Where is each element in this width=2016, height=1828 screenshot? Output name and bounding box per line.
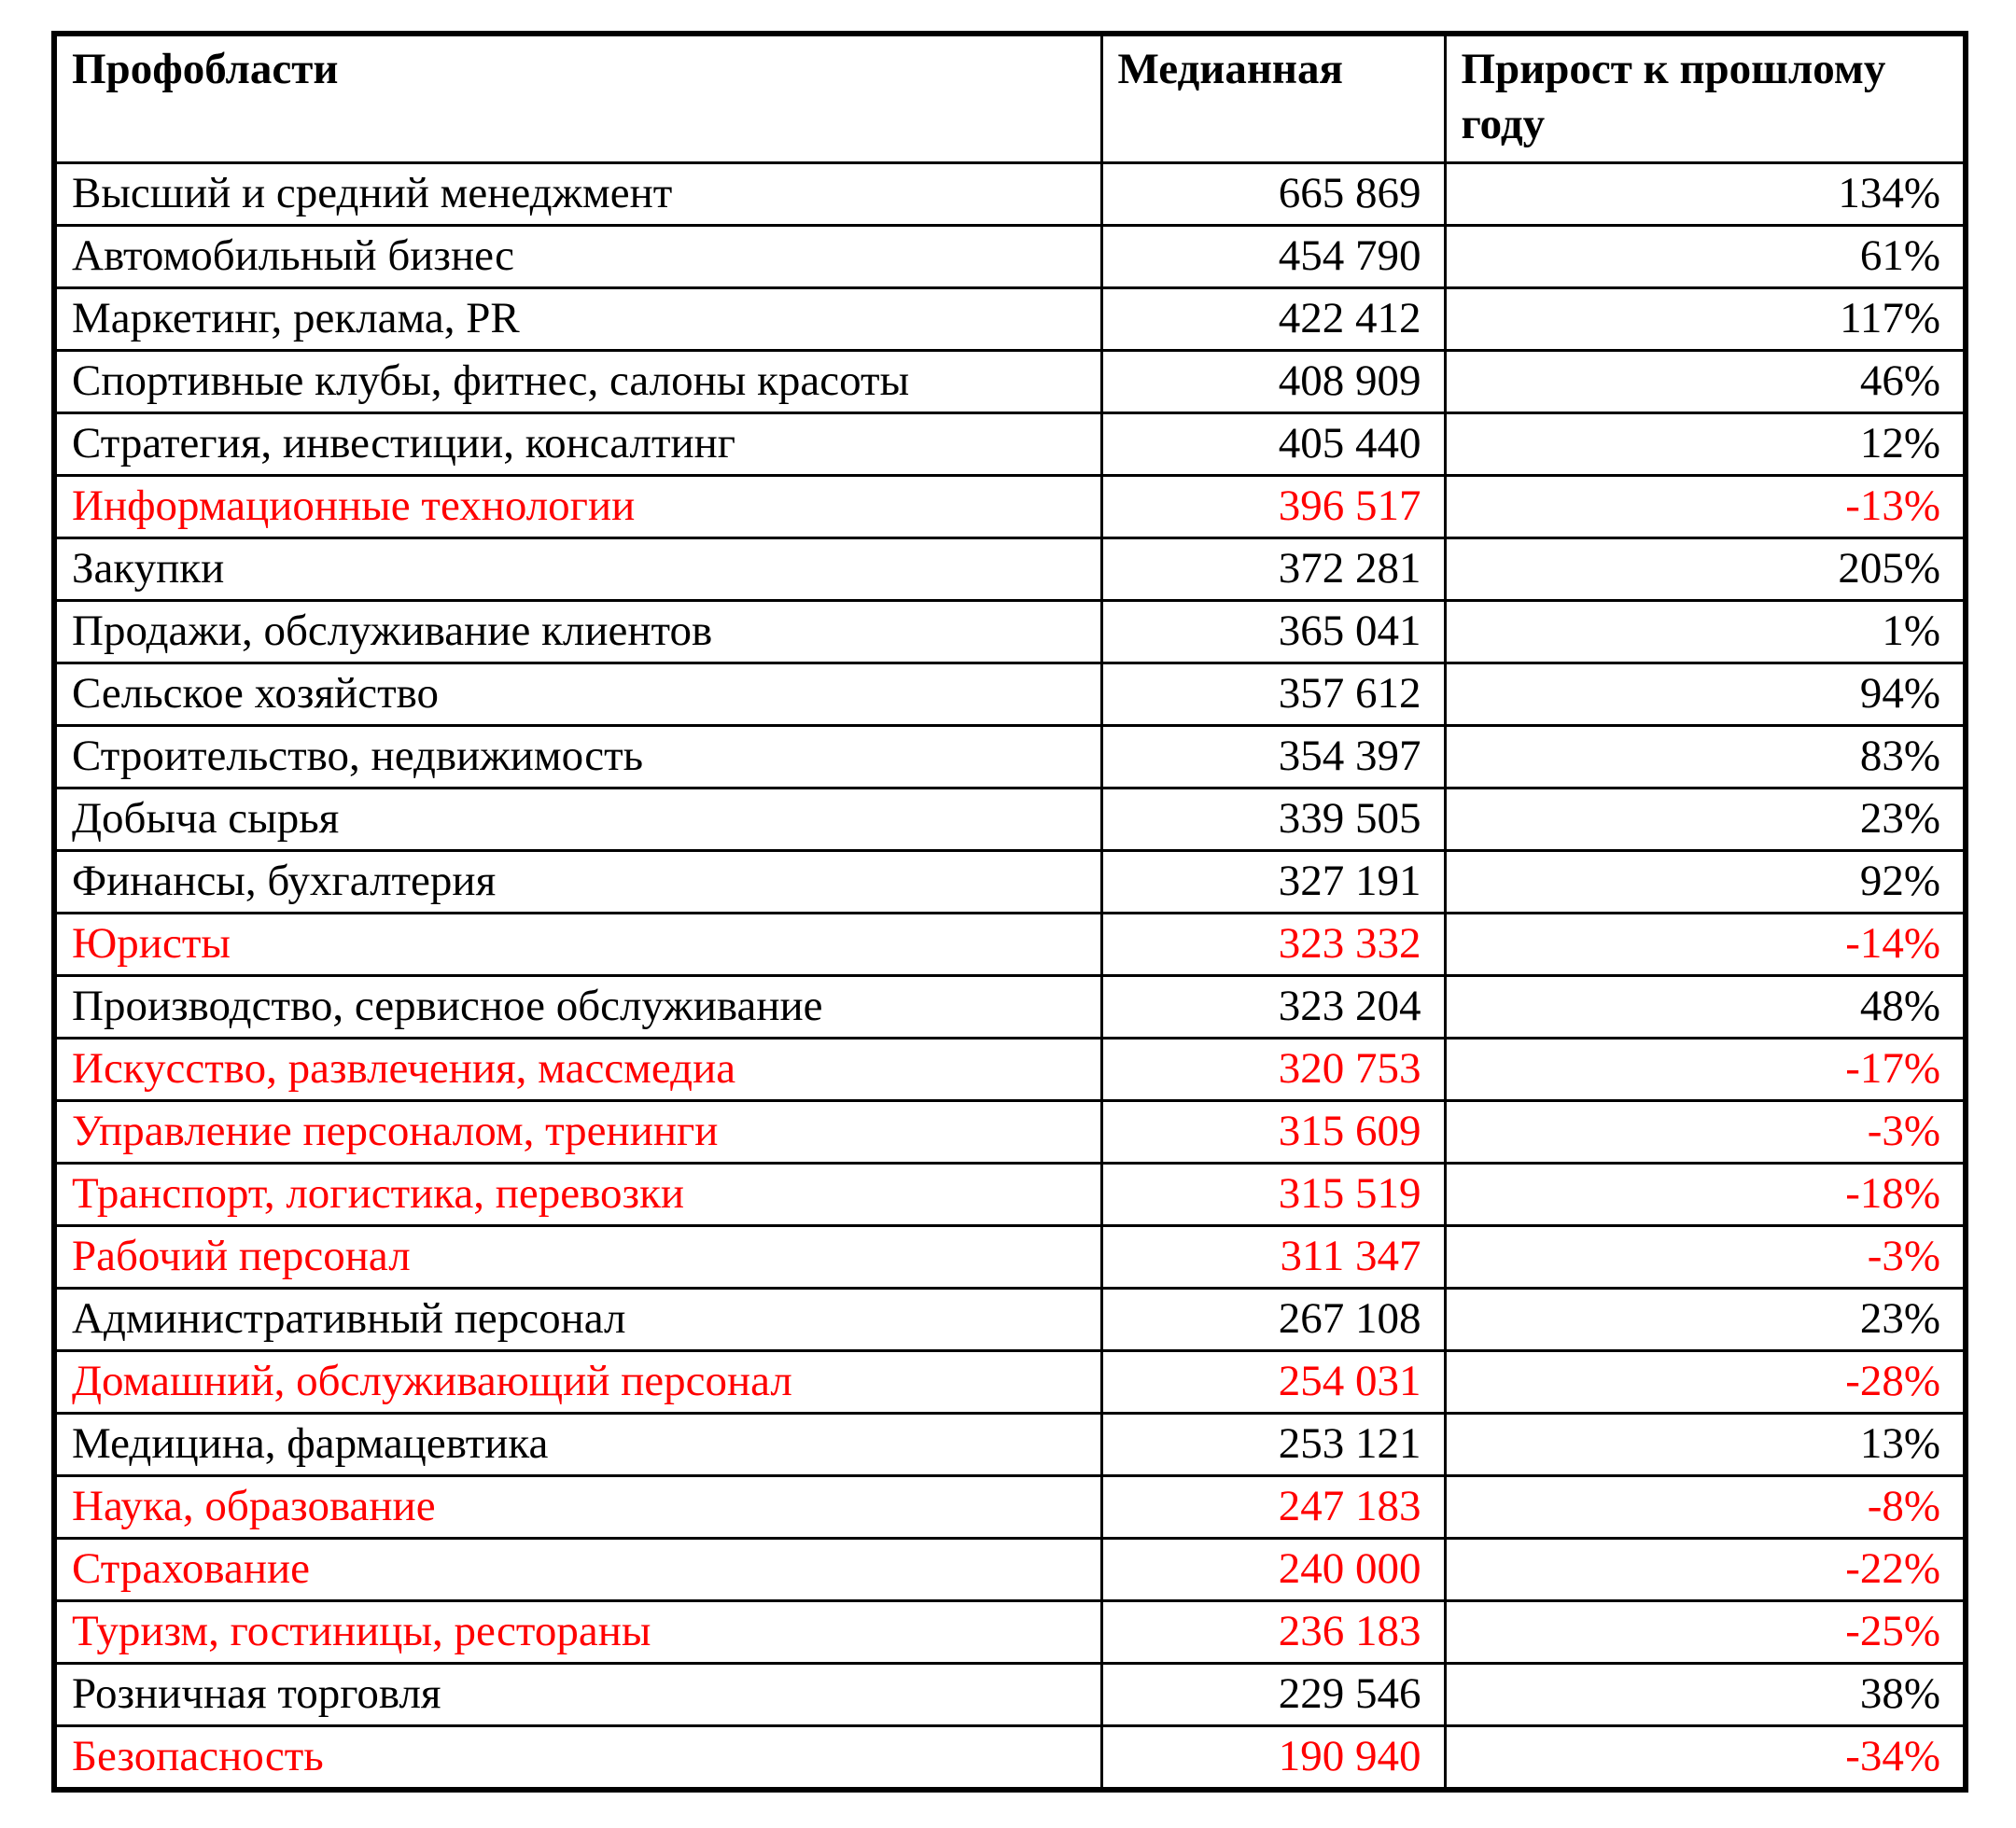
growth-cell: -13% <box>1445 475 1966 537</box>
median-cell: 254 031 <box>1101 1350 1445 1413</box>
table-row <box>54 1225 1966 1288</box>
profession-cell: Юристы <box>54 913 1101 975</box>
growth-cell: -34% <box>1445 1725 1966 1790</box>
growth-cell: -3% <box>1445 1225 1966 1288</box>
median-cell: 323 204 <box>1101 975 1445 1038</box>
profession-cell: Закупки <box>54 537 1101 600</box>
table-row <box>54 1475 1966 1538</box>
growth-cell: 92% <box>1445 850 1966 913</box>
growth-cell: 23% <box>1445 788 1966 850</box>
growth-cell: -18% <box>1445 1163 1966 1225</box>
growth-cell: 12% <box>1445 412 1966 475</box>
profession-cell: Безопасность <box>54 1725 1101 1790</box>
growth-cell: 48% <box>1445 975 1966 1038</box>
profession-cell: Страхование <box>54 1538 1101 1600</box>
profession-cell: Строительство, недвижимость <box>54 725 1101 788</box>
table-row <box>54 1288 1966 1350</box>
growth-cell: -8% <box>1445 1475 1966 1538</box>
growth-cell: -25% <box>1445 1600 1966 1663</box>
table-row <box>54 1538 1966 1600</box>
table-row <box>54 162 1966 225</box>
table-row <box>54 225 1966 287</box>
median-salary-table <box>51 31 1968 1793</box>
table-row <box>54 287 1966 350</box>
profession-cell: Автомобильный бизнес <box>54 225 1101 287</box>
table-row <box>54 1663 1966 1725</box>
median-cell: 267 108 <box>1101 1288 1445 1350</box>
table-row <box>54 1600 1966 1663</box>
median-cell: 396 517 <box>1101 475 1445 537</box>
median-cell: 236 183 <box>1101 1600 1445 1663</box>
table-row <box>54 350 1966 412</box>
growth-cell: -14% <box>1445 913 1966 975</box>
table-row <box>54 600 1966 663</box>
profession-cell: Административный персонал <box>54 1288 1101 1350</box>
median-cell: 229 546 <box>1101 1663 1445 1725</box>
median-cell: 665 869 <box>1101 162 1445 225</box>
profession-cell: Спортивные клубы, фитнес, салоны красоты <box>54 350 1101 412</box>
profession-cell: Стратегия, инвестиции, консалтинг <box>54 412 1101 475</box>
growth-cell: 23% <box>1445 1288 1966 1350</box>
table-row <box>54 1350 1966 1413</box>
median-cell: 327 191 <box>1101 850 1445 913</box>
profession-cell: Высший и средний менеджмент <box>54 162 1101 225</box>
profession-cell: Туризм, гостиницы, рестораны <box>54 1600 1101 1663</box>
median-cell: 311 347 <box>1101 1225 1445 1288</box>
profession-cell: Продажи, обслуживание клиентов <box>54 600 1101 663</box>
profession-cell: Наука, образование <box>54 1475 1101 1538</box>
profession-cell: Финансы, бухгалтерия <box>54 850 1101 913</box>
table-row <box>54 913 1966 975</box>
growth-cell: -17% <box>1445 1038 1966 1100</box>
table-row <box>54 725 1966 788</box>
header-row <box>54 34 1966 162</box>
growth-cell: 205% <box>1445 537 1966 600</box>
median-cell: 408 909 <box>1101 350 1445 412</box>
growth-cell: 13% <box>1445 1413 1966 1475</box>
growth-cell: 61% <box>1445 225 1966 287</box>
growth-cell: 83% <box>1445 725 1966 788</box>
table-row <box>54 663 1966 725</box>
col-header-median: Медианная <box>1101 34 1445 162</box>
growth-cell: 1% <box>1445 600 1966 663</box>
profession-cell: Медицина, фармацевтика <box>54 1413 1101 1475</box>
profession-cell: Маркетинг, реклама, PR <box>54 287 1101 350</box>
growth-cell: 46% <box>1445 350 1966 412</box>
growth-cell: -3% <box>1445 1100 1966 1163</box>
table-row <box>54 1038 1966 1100</box>
median-cell: 454 790 <box>1101 225 1445 287</box>
col-header-profession: Профобласти <box>54 34 1101 162</box>
profession-cell: Рабочий персонал <box>54 1225 1101 1288</box>
growth-cell: -28% <box>1445 1350 1966 1413</box>
median-cell: 315 609 <box>1101 1100 1445 1163</box>
table-row <box>54 537 1966 600</box>
median-cell: 247 183 <box>1101 1475 1445 1538</box>
profession-cell: Управление персоналом, тренинги <box>54 1100 1101 1163</box>
profession-cell: Розничная торговля <box>54 1663 1101 1725</box>
table-row <box>54 850 1966 913</box>
table-row <box>54 412 1966 475</box>
table-row <box>54 1413 1966 1475</box>
profession-cell: Искусство, развлечения, массмедиа <box>54 1038 1101 1100</box>
median-cell: 315 519 <box>1101 1163 1445 1225</box>
profession-cell: Добыча сырья <box>54 788 1101 850</box>
growth-cell: 38% <box>1445 1663 1966 1725</box>
median-cell: 357 612 <box>1101 663 1445 725</box>
profession-cell: Домашний, обслуживающий персонал <box>54 1350 1101 1413</box>
median-cell: 405 440 <box>1101 412 1445 475</box>
median-cell: 323 332 <box>1101 913 1445 975</box>
median-cell: 354 397 <box>1101 725 1445 788</box>
table-row <box>54 1725 1966 1790</box>
median-cell: 372 281 <box>1101 537 1445 600</box>
profession-cell: Сельское хозяйство <box>54 663 1101 725</box>
col-header-growth: Прирост к прошлому году <box>1445 34 1966 162</box>
table-row <box>54 475 1966 537</box>
median-cell: 365 041 <box>1101 600 1445 663</box>
profession-cell: Транспорт, логистика, перевозки <box>54 1163 1101 1225</box>
median-cell: 422 412 <box>1101 287 1445 350</box>
table-row <box>54 975 1966 1038</box>
median-cell: 240 000 <box>1101 1538 1445 1600</box>
table-row <box>54 1100 1966 1163</box>
median-cell: 190 940 <box>1101 1725 1445 1790</box>
median-cell: 320 753 <box>1101 1038 1445 1100</box>
median-cell: 253 121 <box>1101 1413 1445 1475</box>
growth-cell: 117% <box>1445 287 1966 350</box>
growth-cell: 94% <box>1445 663 1966 725</box>
median-cell: 339 505 <box>1101 788 1445 850</box>
table-row <box>54 788 1966 850</box>
profession-cell: Информационные технологии <box>54 475 1101 537</box>
table-row <box>54 1163 1966 1225</box>
growth-cell: 134% <box>1445 162 1966 225</box>
profession-cell: Производство, сервисное обслуживание <box>54 975 1101 1038</box>
growth-cell: -22% <box>1445 1538 1966 1600</box>
